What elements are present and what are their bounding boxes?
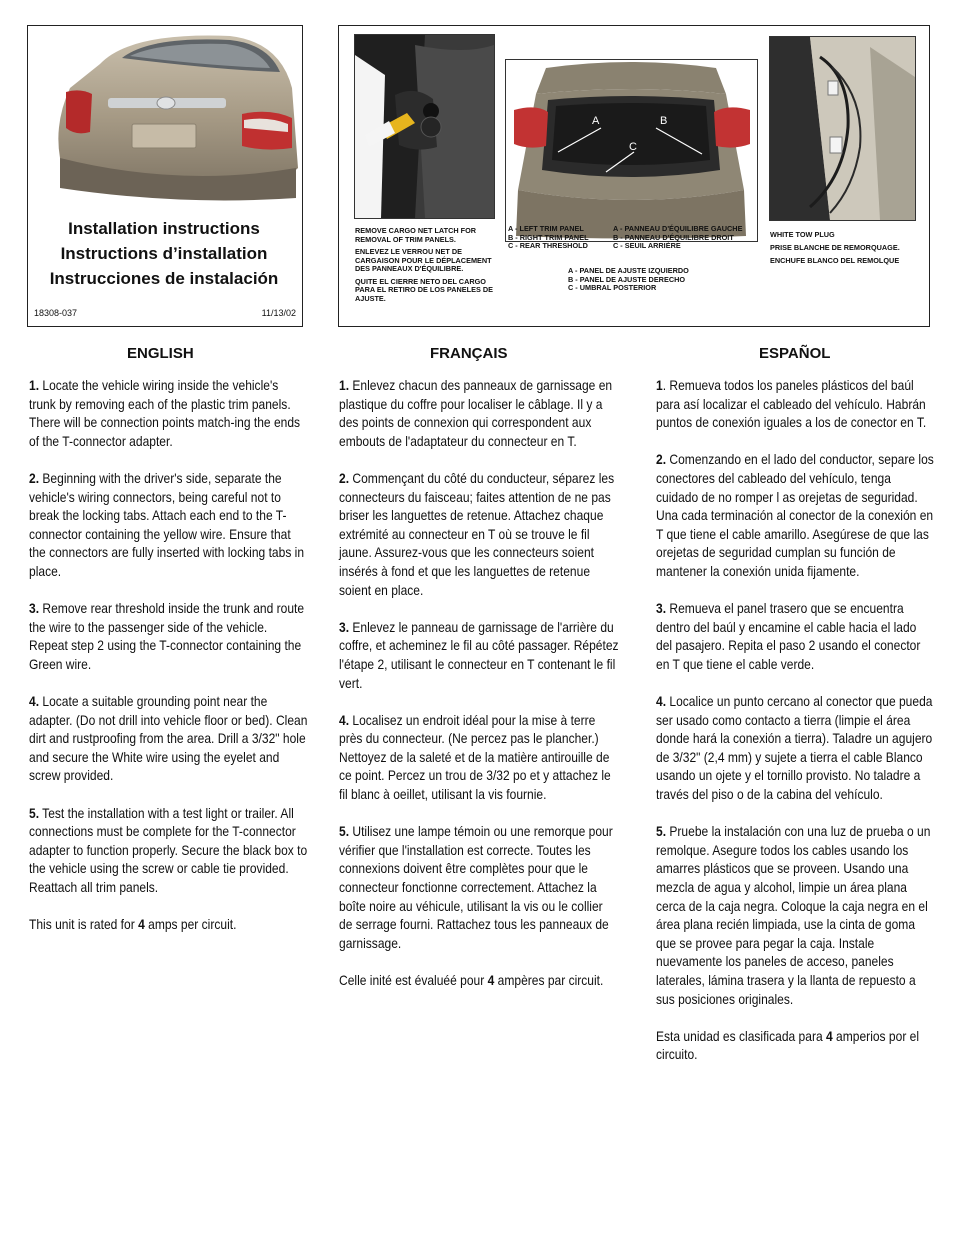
english-step-2: 2. Beginning with the driver's side, separate the vehicle's wiring connectors, being careful not to break the locking tabs. Attach each end to the T-connector containing the yellow wire. Ensure that the connectors are fully inserted with locking tabs in place. xyxy=(29,469,305,579)
english-step-1: 1. Locate the vehicle wiring inside the vehicle's trunk by removing each of the plastic trim panels. There will be connection points match-ing the ends of the T-connector adapter. xyxy=(29,377,301,449)
trunk-label-a: A xyxy=(592,115,600,127)
trunk-label-b: B xyxy=(660,115,668,127)
heading-english: ENGLISH xyxy=(127,345,194,362)
english-step-5: 5. Test the installation with a test light or trailer. All connections must be complete for the T-connector adapter to function properly. Secure the black box to the vehicle using the screw or cable tie provided. Reattach all trim panels. xyxy=(29,804,308,896)
title-english: Installation instructions xyxy=(68,219,260,238)
french-step-2: 2. Commençant du côté du conducteur, séparez les connecteurs du faisceau; faites attention de ne pas briser les languettes de retenue. Attachez chaque extrémité au connecteur en T où se trouve le fil jaune. Assurez-vous que les connecteurs soient insérés à fond et que les languettes de retenue soient en place. xyxy=(339,469,615,598)
spanish-step-2: 2. Comenzando en el lado del conductor, separe los conectores del cableado del vehículo, tenga cuidado de no romper l as orejetas de seguridad. Una cada terminación al conector de la conexión en T que tiene el cable amarillo. Asegúrese de que las orejetas de seguridad cumplan su función de mantener la conexión unida fijamente. xyxy=(656,451,934,579)
heading-french: FRANÇAIS xyxy=(430,345,508,362)
part-number: 18308-037 xyxy=(34,308,78,318)
french-column xyxy=(339,376,620,1008)
french-step-3: 3. Enlevez le panneau de garnissage de l'arrière du coffre, et acheminez le fil au côté passager. Répétez l'étape 2, utilisant le connecteur en T contenant le fil vert. xyxy=(339,618,619,691)
trunk-caption-spanish: A - PANEL DE AJUSTE IZQUIERDO B - PANEL DE AJUSTE DERECHO C - UMBRAL POSTERIOR xyxy=(568,266,689,292)
spanish-step-4: 4. Localice un punto cercano al conector que pueda ser usado como contacto a tierra (limpie el área donde hará la conexión a tierra). Taladre un agujero de 3/32" (2,4 mm) y sujete a tierra el cable Blanco usando un ojete y el tornillo provisto. No taladre a través del piso o de la cabina del vehículo. xyxy=(656,693,933,803)
tow-plug-photo xyxy=(769,36,916,221)
french-step-5: 5. Utilisez une lampe témoin ou une remorque pour vérifier que l'installation est correcte. Toutes les connexions doivent être complètes pour que le connecteur fonctionne correctement. Attachez la boîte noire au véhicule, utilisant la vis ou le collier de serrage fourni. Rattachez tous les panneaux de garnissage. xyxy=(339,823,613,951)
french-step-4: 4. Localisez un endroit idéal pour la mise à terre près du connecteur. (Ne percez pas le plancher.) Nettoyez de la saleté et de la matière antirouille de ce point. Percez un trou de 3/32 po et y attachez le fil blanc à oeillet, utilisant la vis fournie. xyxy=(339,711,611,803)
title-spanish: Instrucciones de instalación xyxy=(49,269,279,288)
photo-box xyxy=(338,25,930,327)
tow-plug-caption: WHITE TOW PLUG PRISE BLANCHE DE REMORQUAGE. ENCHUFE BLANCO DEL REMOLQUE xyxy=(770,230,900,265)
spanish-step-3: 3. Remueva el panel trasero que se encuentra dentro del baúl y encamine el cable hacia el lado del pasajero. Repita el paso 2 usando el conector en T que tiene el cable verde. xyxy=(656,600,921,672)
english-column xyxy=(29,376,309,952)
cargo-latch-caption: REMOVE CARGO NET LATCH FOR REMOVAL OF TRIM PANELS. ENLEVEZ LE VERROU NET DE CARGAISON POUR LE DÉPLACEMENT DES PANNEAUX D'ÉQUILIBRE. QUITE EL CIERRE NETO DEL CARGO PARA EL RETIRO DE LOS PANELES DE AJUSTE. xyxy=(355,226,493,303)
heading-spanish: ESPAÑOL xyxy=(759,345,831,362)
trunk-label-c: C xyxy=(629,141,637,153)
french-step-1: 1. Enlevez chacun des panneaux de garnissage en plastique du coffre pour localiser le câblage. Il y a des points de connexion qui correspondent aux embouts de l'adaptateur du connecteur en T. xyxy=(339,377,613,449)
title-block xyxy=(28,216,300,291)
document-date: 11/13/02 xyxy=(261,308,296,318)
car-rear-photo xyxy=(30,28,300,206)
open-trunk-photo xyxy=(505,59,758,242)
english-rating: This unit is rated for 4 amps per circuit. xyxy=(29,916,237,933)
spanish-rating: Esta unidad es clasificada para 4 amperios por el circuito. xyxy=(656,1027,920,1063)
spanish-step-1: 1. Remueva todos los paneles plásticos del baúl para así localizar el cableado del vehículo. Habrán puntos de conexión iguales a los de conector en T. xyxy=(656,377,927,431)
title-french: Instructions d’installation xyxy=(60,244,268,263)
trunk-caption-french: A - PANNEAU D'ÉQUILIBRE GAUCHE B - PANNEAU D'ÉQUILIBRE DROIT C - SEUIL ARRIÈRE xyxy=(613,224,743,250)
spanish-column xyxy=(656,376,936,1083)
french-rating: Celle inité est évaluéé pour 4 ampères par circuit. xyxy=(339,972,604,988)
spanish-step-5: 5. Pruebe la instalación con una luz de prueba o un remolque. Asegure todos los cables usando los amarres plásticos que se proveen. Usando una mezcla de agua y alcohol, limpie un área plana cerca de la caja negra. Coloque la caja negra en el área plana recién limpiada, use la cinta de goma que se provee para pegar la caja. Instale nuevamente los paneles de acceso, paneles laterales, lámina trasera y la llanta de repuesto a sus posiciones originales. xyxy=(656,823,931,1007)
title-box xyxy=(27,25,303,327)
trunk-caption-english: A - LEFT TRIM PANEL B - RIGHT TRIM PANEL C - REAR THRESHOLD xyxy=(508,224,589,250)
english-step-4: 4. Locate a suitable grounding point near the adapter. (Do not drill into vehicle floor or bed). Clean dirt and rustproofing from the area. Drill a 3/32" hole and secure the White wire using the eyelet and screw provided. xyxy=(29,693,308,784)
english-step-3: 3. Remove rear threshold inside the trunk and route the wire to the passenger side of the vehicle. Repeat step 2 using the T-connector containing the Green wire. xyxy=(29,600,305,672)
cargo-latch-photo xyxy=(354,34,495,219)
